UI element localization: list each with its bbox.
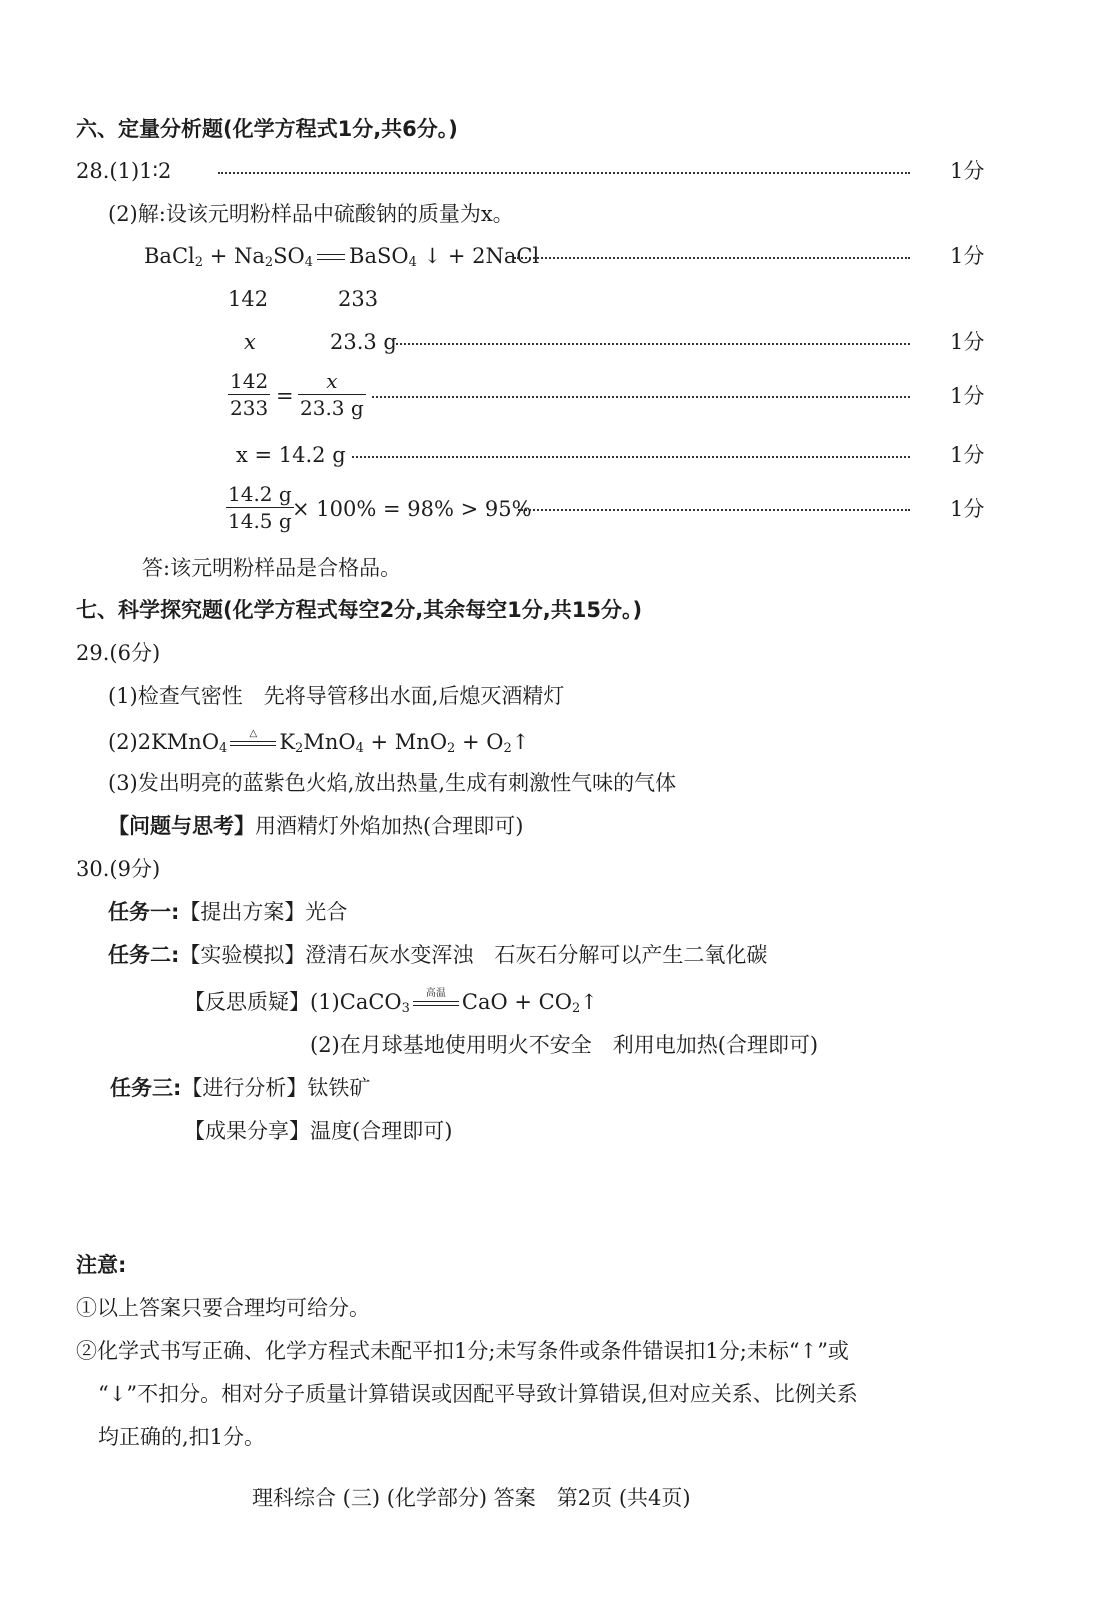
q29-think: 【问题与思考】用酒精灯外焰加热(合理即可) xyxy=(108,814,524,838)
score-2: 1分 xyxy=(950,244,985,268)
task2: 任务二:【实验模拟】澄清石灰水变浑浊 石灰石分解可以产生二氧化碳 xyxy=(108,943,768,967)
q28-part1: 28.(1)1∶2 xyxy=(76,159,172,183)
note-1: ①以上答案只要合理均可给分。 xyxy=(76,1296,370,1320)
heat-condition: △ xyxy=(249,728,258,739)
note-2-line1: ②化学式书写正确、化学方程式未配平扣1分;未写条件或条件错误扣1分;未标“↑”或 xyxy=(76,1339,849,1363)
q30-heading: 30.(9分) xyxy=(76,857,161,881)
notes-title: 注意: xyxy=(76,1253,127,1277)
share: 【成果分享】温度(合理即可) xyxy=(184,1119,453,1143)
score-6: 1分 xyxy=(950,497,985,521)
dot-leader xyxy=(218,172,910,176)
equation-bacl2: BaCl$_2$ + $Na_2SO_4$ BaSO$_4$ ↓ + 2NaCl xyxy=(144,244,540,270)
dot-leader xyxy=(514,257,910,261)
x-result: x = 14.2 g xyxy=(236,443,346,467)
score-4: 1分 xyxy=(950,384,985,408)
q28-answer: 答:该元明粉样品是合格品。 xyxy=(142,556,402,580)
high-temp-condition: 高温 xyxy=(425,988,446,999)
q29-heading: 29.(6分) xyxy=(76,641,161,665)
fraction-percent: 14.2 g 14.5 g xyxy=(228,482,292,533)
mass-233: 233 xyxy=(338,287,379,311)
equals-sign: = xyxy=(276,384,294,408)
task3: 任务三:【进行分析】钛铁矿 xyxy=(110,1076,371,1100)
task1: 任务一:【提出方案】光合 xyxy=(108,900,348,924)
fraction-left: 142 233 xyxy=(230,369,269,420)
score-1: 1分 xyxy=(950,159,985,183)
section-7-title: 七、科学探究题(化学方程式每空2分,其余每空1分,共15分。) xyxy=(76,598,643,622)
dot-leader xyxy=(518,509,910,513)
q28-part2-intro: (2)解:设该元明粉样品中硫酸钠的质量为x。 xyxy=(108,202,514,226)
note-2-line2: “↓”不扣分。相对分子质量计算错误或因配平导致计算错误,但对应关系、比例关系 xyxy=(98,1382,858,1406)
x-label: x xyxy=(244,330,256,354)
given-mass: 23.3 g xyxy=(330,330,397,354)
score-3: 1分 xyxy=(950,330,985,354)
section-6-title: 六、定量分析题(化学方程式1分,共6分。) xyxy=(76,117,458,141)
mass-142: 142 xyxy=(228,287,269,311)
q29-part2-equation: (2)2KMnO$_4$ △ $K_2MnO_4 + MnO_2$ + $O_2↑$ xyxy=(108,728,530,756)
reflect-part2: (2)在月球基地使用明火不安全 利用电加热(合理即可) xyxy=(310,1033,819,1057)
fraction-right: x 23.3 g xyxy=(300,369,364,420)
dot-leader xyxy=(396,343,910,347)
percent-result: × 100% = 98% > 95% xyxy=(292,497,532,521)
q29-part1: (1)检查气密性 先将导管移出水面,后熄灭酒精灯 xyxy=(108,684,565,708)
reflect-equation: 【反思质疑】(1)CaCO$_3$ 高温 CaO + $CO_2↑$ xyxy=(184,988,598,1016)
q29-part3: (3)发出明亮的蓝紫色火焰,放出热量,生成有刺激性气味的气体 xyxy=(108,771,677,795)
page-footer: 理科综合 (三) (化学部分) 答案 第2页 (共4页) xyxy=(252,1486,691,1510)
note-2-line3: 均正确的,扣1分。 xyxy=(98,1425,266,1449)
score-5: 1分 xyxy=(950,443,985,467)
dot-leader xyxy=(372,396,910,400)
dot-leader xyxy=(352,456,910,460)
